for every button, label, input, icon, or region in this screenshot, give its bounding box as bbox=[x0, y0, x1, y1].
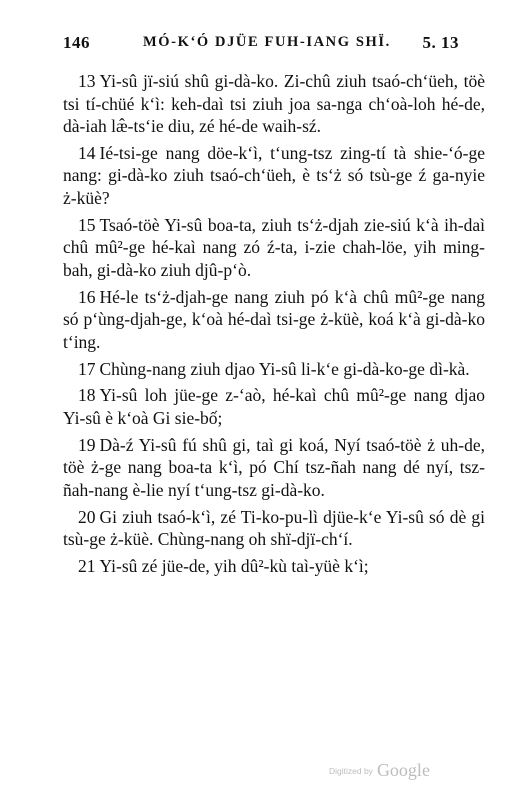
digitized-by-google-watermark bbox=[329, 760, 430, 781]
verse-number: 20 bbox=[78, 506, 96, 527]
verse-text: Yi-sû jï-siú shû gi-dà-ko. Zi-chû ziuh tsaó-ch‘üeh, töè tsi tí-chüé k‘ì: keh-daì tsi ziuh joa sa-nga ch‘oà-loh hé-de, dà-iah læ̂-ts‘ie diu, zé hé-de waih-sź. bbox=[63, 71, 485, 136]
running-title: MÓ-K‘Ó DJÜE FUH-IANG SHÏ. bbox=[143, 34, 391, 50]
verse-number: 19 bbox=[78, 434, 96, 455]
verse bbox=[63, 70, 485, 138]
chapter-verse-reference: 5. 13 bbox=[422, 33, 459, 52]
verse-text: Tsaó-töè Yi-sû boa-ta, ziuh ts‘ż-djah zie-siú k‘à ih-daì chû mû²-ge hé-kaì nang zó ź-ta, i-zie chah-löe, yih ming-bah, gi-dà-ko ziuh djû-p‘ò. bbox=[63, 214, 485, 280]
page-header bbox=[63, 33, 459, 63]
verse-text: Gi ziuh tsaó-k‘ì, zé Ti-ko-pu-lì djüe-k‘e Yi-sû só dè gi tsù-ge ż-küè. Chùng-nang oh shï-djï-ch‘í. bbox=[63, 506, 485, 550]
verse-number: 17 bbox=[78, 358, 96, 379]
verse bbox=[63, 434, 485, 502]
verse-text: Chùng-nang ziuh djao Yi-sû li-k‘e gi-dà-ko-ge dì-kà. bbox=[99, 358, 470, 379]
verse-number: 16 bbox=[78, 286, 96, 307]
verse-number: 15 bbox=[78, 214, 96, 235]
verse-list bbox=[63, 70, 485, 582]
verse bbox=[63, 384, 485, 429]
verse bbox=[63, 142, 485, 210]
verse bbox=[63, 214, 485, 282]
verse-text: Ié-tsi-ge nang döe-k‘ì, t‘ung-tsz zing-tí tà shie-‘ó-ge nang: gi-dà-ko ziuh tsaó-ch‘üeh, è ts‘ż só tsù-ge ź ga-nyie ż-küè? bbox=[63, 142, 485, 208]
verse-text: Hé-le ts‘ż-djah-ge nang ziuh pó k‘à chû mû²-ge nang só p‘ùng-djah-ge, k‘oà hé-daì tsi-ge ż-küè, koá k‘à gi-dà-ko t‘ing. bbox=[63, 286, 485, 352]
verse-number: 14 bbox=[78, 142, 96, 163]
verse-number: 13 bbox=[78, 71, 96, 91]
watermark-prefix: Digitized by bbox=[329, 766, 373, 776]
page-number: 146 bbox=[63, 33, 90, 52]
watermark-brand: Google bbox=[376, 760, 430, 780]
verse bbox=[63, 555, 485, 578]
verse-text: Yi-sû loh jüe-ge z-‘aò, hé-kaì chû mû²-ge nang djao Yi-sû è k‘oà Gi sie-bố; bbox=[63, 385, 485, 428]
verse-number: 21 bbox=[78, 556, 96, 577]
verse bbox=[63, 358, 485, 381]
verse-number: 18 bbox=[78, 385, 96, 406]
verse-text: Dà-ź Yi-sû fú shû gi, taì gi koá, Nyí tsaó-töè ż uh-de, töè ż-ge nang boa-ta k‘ì, pó Chí tsz-ñah nang dé nyí, tsz-ñah-nang è-lie nyí t‘ung-tsz gi-dà-ko. bbox=[63, 434, 485, 500]
verse bbox=[63, 286, 485, 354]
verse-text: Yi-sû zé jüe-de, yih dû²-kù taì-yüè k‘ì; bbox=[99, 556, 369, 577]
verse bbox=[63, 506, 485, 551]
